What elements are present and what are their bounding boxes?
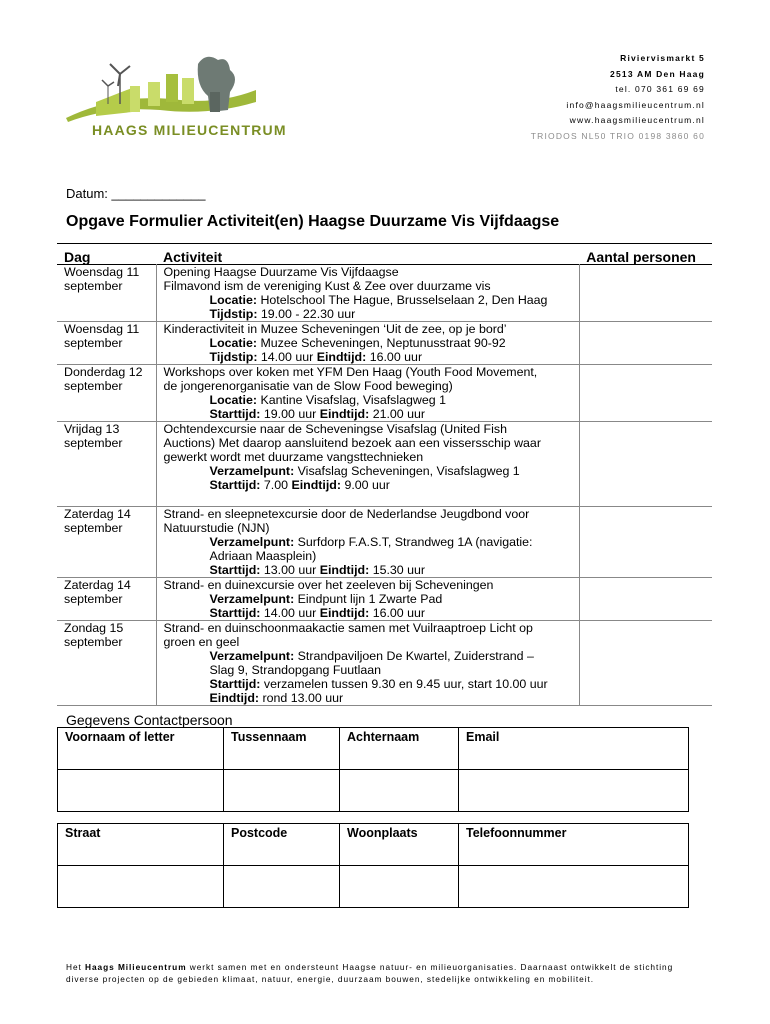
activity-day (57, 507, 156, 578)
activity-day (57, 422, 156, 507)
input-email[interactable] (459, 770, 689, 812)
footer-body: werkt samen met en ondersteunt Haagse natuur- en milieuorganisaties. Daarnaast ontwikkelt de stichting diverse projecten op de gebieden klimaat, natuur, energie, duurzaam bouwen, stedelijke ontwikkeling en mobiliteit. (66, 962, 674, 984)
day-line: Woensdag 11 (64, 265, 140, 279)
col-header-dag: Dag (57, 244, 156, 265)
line-text-2: 21.00 uur (369, 407, 426, 421)
activity-description (156, 422, 579, 507)
activity-line (164, 436, 573, 450)
line-label-2: Eindtijd: (319, 606, 370, 620)
activity-line (164, 492, 573, 506)
activity-line (164, 663, 573, 677)
activity-description (156, 365, 579, 422)
header-straat: Straat (58, 824, 224, 866)
activity-line (164, 478, 573, 492)
activity-day (57, 621, 156, 706)
activity-description (156, 621, 579, 706)
day-line: september (64, 279, 123, 293)
input-achternaam[interactable] (340, 770, 459, 812)
header-email: Email (459, 728, 689, 770)
activity-row (57, 365, 712, 422)
line-text: verzamelen tussen 9.30 en 9.45 uur, start 10.00 uur (260, 677, 548, 691)
line-text: Ochtendexcursie naar de Scheveningse Visafslag (United Fish (163, 422, 507, 436)
line-label: Locatie: (209, 336, 258, 350)
line-label: Starttijd: (209, 478, 261, 492)
footer-org: Haags Milieucentrum (85, 962, 187, 972)
address-city: 2513 AM Den Haag (610, 68, 705, 79)
activity-line (164, 407, 573, 421)
activity-line (164, 578, 573, 592)
input-voornaam[interactable] (58, 770, 224, 812)
line-text: Slag 9, Strandopgang Fuutlaan (209, 663, 382, 677)
line-text: 14.00 uur (257, 350, 317, 364)
activity-line (164, 322, 573, 336)
line-label: Starttijd: (209, 407, 261, 421)
header-postcode: Postcode (224, 824, 340, 866)
activity-line (164, 279, 573, 293)
day-line: september (64, 521, 123, 535)
activity-line (164, 535, 573, 549)
activity-description (156, 578, 579, 621)
line-text-2: 16.00 uur (366, 350, 423, 364)
line-text: Adriaan Maasplein) (209, 549, 317, 563)
activity-line (164, 592, 573, 606)
header-tussennaam: Tussennaam (224, 728, 340, 770)
day-line: september (64, 592, 123, 606)
contact-table-2 (57, 823, 689, 908)
activity-description (156, 507, 579, 578)
activity-line (164, 293, 573, 307)
activity-line (164, 606, 573, 620)
header-telefoon: Telefoonnummer (459, 824, 689, 866)
address-street: Riviervismarkt 5 (620, 53, 705, 63)
line-text: 14.00 uur (260, 606, 320, 620)
activity-day (57, 322, 156, 365)
line-text: Natuurstudie (NJN) (163, 521, 270, 535)
page-title: Opgave Formulier Activiteit(en) Haagse Duurzame Vis Vijfdaagse (66, 213, 560, 230)
day-line: Donderdag 12 (64, 365, 143, 379)
line-label: Starttijd: (209, 677, 261, 691)
activity-line (164, 464, 573, 478)
input-postcode[interactable] (224, 866, 340, 908)
line-text: 7.00 (260, 478, 292, 492)
aantal-personen-input[interactable] (579, 507, 712, 578)
activity-line (164, 350, 573, 364)
activity-line (164, 393, 573, 407)
day-line: Zaterdag 14 (64, 507, 131, 521)
line-text: 19.00 uur (260, 407, 320, 421)
activity-line (164, 635, 573, 649)
day-line: september (64, 336, 123, 350)
line-text: groen en geel (163, 635, 240, 649)
activity-line (164, 365, 573, 379)
activity-line (164, 691, 573, 705)
line-text: Muzee Scheveningen, Neptunusstraat 90-92 (257, 336, 506, 350)
activity-line (164, 621, 573, 635)
line-label: Starttijd: (209, 606, 261, 620)
line-text: Kantine Visafslag, Visafslagweg 1 (257, 393, 446, 407)
input-telefoon[interactable] (459, 866, 689, 908)
activity-day (57, 365, 156, 422)
line-text: gewerkt wordt met duurzame vangsttechnieken (163, 450, 424, 464)
line-label-2: Eindtijd: (319, 407, 370, 421)
logo-text: HAAGS MILIEUCENTRUM (92, 122, 287, 138)
activity-row (57, 422, 712, 507)
line-text: Workshops over koken met YFM Den Haag (Youth Food Movement, (163, 365, 538, 379)
line-text: Kinderactiviteit in Muzee Scheveningen ‘Uit de zee, op je bord’ (163, 322, 507, 336)
activities-table (57, 243, 712, 706)
line-label: Locatie: (209, 293, 258, 307)
day-line: Zondag 15 (64, 621, 124, 635)
line-text: 13.00 uur (260, 563, 320, 577)
line-text: Strand- en sleepnetexcursie door de Nederlandse Jeugdbond voor (163, 507, 530, 521)
line-text: Strand- en duinschoonmaakactie samen met Vuilraaptroep Licht op (163, 621, 533, 635)
activity-line (164, 677, 573, 691)
day-line: Zaterdag 14 (64, 578, 131, 592)
day-line: Woensdag 11 (64, 322, 140, 336)
line-text: Hotelschool The Hague, Brusselselaan 2, Den Haag (257, 293, 548, 307)
line-text: Strand- en duinexcursie over het zeeleven bij Scheveningen (163, 578, 494, 592)
activity-description (156, 322, 579, 365)
address-tel: tel. 070 361 69 69 (615, 84, 705, 94)
activity-day (57, 265, 156, 322)
line-text-2: 9.00 uur (341, 478, 390, 492)
line-label: Verzamelpunt: (209, 535, 295, 549)
day-line: september (64, 436, 123, 450)
aantal-personen-input[interactable] (579, 621, 712, 706)
line-label-2: Eindtijd: (319, 563, 370, 577)
day-line: Vrijdag 13 (64, 422, 120, 436)
input-woonplaats[interactable] (340, 866, 459, 908)
line-label-2: Eindtijd: (316, 350, 367, 364)
aantal-personen-input[interactable] (579, 578, 712, 621)
activity-description (156, 265, 579, 322)
activity-line (164, 649, 573, 663)
line-label-2: Eindtijd: (291, 478, 342, 492)
aantal-personen-input[interactable] (579, 265, 712, 322)
line-text: Visafslag Scheveningen, Visafslagweg 1 (294, 464, 520, 478)
aantal-personen-input[interactable] (579, 322, 712, 365)
aantal-personen-input[interactable] (579, 422, 712, 507)
line-text: Surfdorp F.A.S.T, Strandweg 1A (navigatie: (294, 535, 533, 549)
col-header-aantal: Aantal personen (579, 244, 712, 265)
col-header-activiteit: Activiteit (156, 244, 579, 265)
activity-line (164, 507, 573, 521)
activity-line (164, 336, 573, 350)
contact-table-1 (57, 727, 689, 812)
line-label: Tijdstip: (209, 350, 258, 364)
header-woonplaats: Woonplaats (340, 824, 459, 866)
activity-day (57, 578, 156, 621)
address-email[interactable]: info@haagsmilieucentrum.nl (566, 99, 705, 110)
aantal-personen-input[interactable] (579, 365, 712, 422)
line-text: Strandpaviljoen De Kwartel, Zuiderstrand – (294, 649, 534, 663)
line-text: Eindpunt lijn 1 Zwarte Pad (294, 592, 443, 606)
activity-line (164, 563, 573, 577)
activity-row (57, 621, 712, 706)
line-text-2: 16.00 uur (369, 606, 426, 620)
line-label: Locatie: (209, 393, 258, 407)
line-text: de jongerenorganisatie van de Slow Food beweging) (163, 379, 453, 393)
line-text: rond 13.00 uur (259, 691, 344, 705)
activity-line (164, 265, 573, 279)
line-text-2: 15.30 uur (369, 563, 426, 577)
day-line: september (64, 379, 123, 393)
activity-line (164, 307, 573, 321)
address-web[interactable]: www.haagsmilieucentrum.nl (569, 115, 705, 125)
activity-row (57, 507, 712, 578)
line-label: Verzamelpunt: (209, 592, 295, 606)
contact-title: Gegevens Contactpersoon (66, 712, 233, 728)
line-text: Filmavond ism de vereniging Kust & Zee over duurzame vis (163, 279, 491, 293)
activity-line (164, 521, 573, 535)
address-bank: TRIODOS NL50 TRIO 0198 3860 60 (530, 130, 705, 141)
line-text: Auctions) Met daarop aansluitend bezoek aan een vissersschip waar (163, 436, 541, 450)
activity-row (57, 265, 712, 322)
day-line: september (64, 635, 123, 649)
header-achternaam: Achternaam (340, 728, 459, 770)
footer-prefix: Het (66, 962, 86, 972)
header-voornaam: Voornaam of letter (58, 728, 224, 770)
datum-field[interactable]: Datum: _____________ (66, 186, 206, 201)
line-label: Eindtijd: (209, 691, 260, 705)
line-label: Verzamelpunt: (209, 649, 295, 663)
line-label: Starttijd: (209, 563, 261, 577)
line-label: Verzamelpunt: (209, 464, 295, 478)
activity-line (164, 450, 573, 464)
footer-text (66, 961, 706, 985)
line-text: Opening Haagse Duurzame Vis Vijfdaagse (163, 265, 399, 279)
input-straat[interactable] (58, 866, 224, 908)
activity-line (164, 379, 573, 393)
activity-row (57, 578, 712, 621)
activity-row (57, 322, 712, 365)
activity-line (164, 422, 573, 436)
line-text: 19.00 - 22.30 uur (257, 307, 356, 321)
line-label: Tijdstip: (209, 307, 258, 321)
address-block (531, 51, 705, 144)
input-tussennaam[interactable] (224, 770, 340, 812)
activity-line (164, 549, 573, 563)
